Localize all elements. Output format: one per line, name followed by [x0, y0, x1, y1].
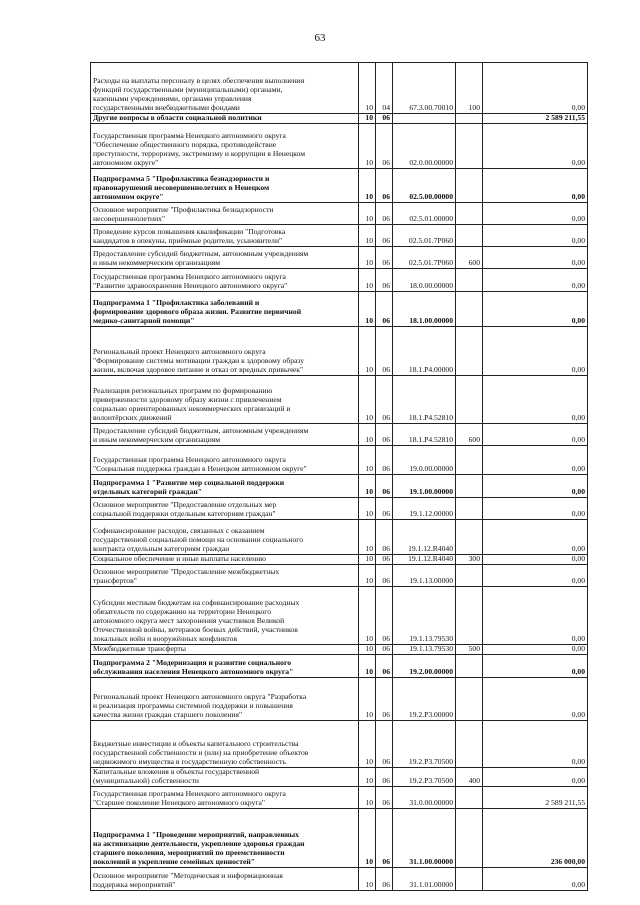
row-subsection: 04 [376, 63, 393, 114]
row-subsection: 06 [376, 169, 393, 203]
row-subsection: 06 [376, 376, 393, 424]
row-name: Межбюджетные трансферты [91, 645, 359, 655]
row-target-code: 19.2.Р3.00000 [393, 678, 456, 721]
row-name: Софинансирование расходов, связанных с оказанием государственной социальной помощи на основании социального контракта отдельным категориям граждан [91, 520, 359, 555]
table-row [91, 787, 588, 809]
row-target-code: 02.5.01.7Р060 [393, 247, 456, 269]
row-section: 10 [359, 768, 376, 787]
row-amount: 0,00 [483, 655, 588, 678]
row-expense-type [456, 376, 483, 424]
row-section: 10 [359, 225, 376, 247]
row-section: 10 [359, 63, 376, 114]
page-number: 63 [314, 32, 326, 44]
row-amount: 0,00 [483, 520, 588, 555]
row-subsection: 06 [376, 446, 393, 475]
row-section: 10 [359, 327, 376, 376]
row-section: 10 [359, 555, 376, 565]
table-row [91, 446, 588, 475]
row-section: 10 [359, 498, 376, 520]
row-amount: 0,00 [483, 225, 588, 247]
row-section: 10 [359, 269, 376, 292]
row-amount: 0,00 [483, 269, 588, 292]
row-section: 10 [359, 247, 376, 269]
row-expense-type: 300 [456, 555, 483, 565]
row-section: 10 [359, 787, 376, 809]
row-subsection: 06 [376, 520, 393, 555]
row-subsection: 06 [376, 721, 393, 768]
row-amount: 0,00 [483, 721, 588, 768]
table-row [91, 645, 588, 655]
row-target-code: 19.1.12.00000 [393, 498, 456, 520]
row-expense-type: 500 [456, 645, 483, 655]
table-row [91, 114, 588, 124]
row-expense-type [456, 292, 483, 327]
row-section: 10 [359, 169, 376, 203]
row-target-code: 31.1.01.00000 [393, 868, 456, 891]
row-target-code: 31.1.00.00000 [393, 809, 456, 868]
row-section: 10 [359, 292, 376, 327]
table-row [91, 498, 588, 520]
table-row [91, 424, 588, 446]
row-amount: 0,00 [483, 247, 588, 269]
row-subsection: 06 [376, 768, 393, 787]
row-amount: 0,00 [483, 678, 588, 721]
row-subsection: 06 [376, 555, 393, 565]
row-target-code: 02.5.00.00000 [393, 169, 456, 203]
row-expense-type [456, 678, 483, 721]
table-row [91, 809, 588, 868]
row-name: Подпрограмма 1 "Развитие мер социальной поддержки отдельных категорий граждан" [91, 475, 359, 498]
row-target-code: 19.2.Р3.70500 [393, 768, 456, 787]
row-target-code: 19.1.12.R4040 [393, 555, 456, 565]
row-section: 10 [359, 424, 376, 446]
row-name: Региональный проект Ненецкого автономного округа "Разработка и реализация программы системной поддержки и повышения качества жизни граждан старшего поколения" [91, 678, 359, 721]
row-section: 10 [359, 124, 376, 169]
row-amount: 0,00 [483, 63, 588, 114]
row-expense-type [456, 169, 483, 203]
row-target-code: 19.0.00.00000 [393, 446, 456, 475]
row-section: 10 [359, 645, 376, 655]
row-expense-type [456, 225, 483, 247]
row-section: 10 [359, 678, 376, 721]
row-amount: 0,00 [483, 446, 588, 475]
row-expense-type: 600 [456, 424, 483, 446]
row-name: Основное мероприятие "Предоставление межбюджетных трансфертов" [91, 565, 359, 587]
row-expense-type [456, 327, 483, 376]
row-name: Подпрограмма 5 "Профилактика безнадзорности и правонарушений несовершеннолетних в Ненецком автономном округе" [91, 169, 359, 203]
row-amount: 0,00 [483, 768, 588, 787]
row-amount: 0,00 [483, 376, 588, 424]
table-row [91, 565, 588, 587]
table-row [91, 327, 588, 376]
row-name: Субсидии местным бюджетам на софинансирование расходных обязательств по содержанию на территории Ненецкого автономного округа мест захоронения участников Великой Отечественной войны, ветеранов боевых действий, участников локальных войн и вооружённых конфликтов [91, 587, 359, 645]
row-subsection: 06 [376, 327, 393, 376]
row-amount: 0,00 [483, 587, 588, 645]
row-expense-type [456, 446, 483, 475]
row-name: Социальное обеспечение и иные выплаты населению [91, 555, 359, 565]
row-subsection: 06 [376, 124, 393, 169]
row-target-code: 19.1.12.R4040 [393, 520, 456, 555]
row-target-code [393, 114, 456, 124]
row-name: Расходы на выплаты персоналу в целях обеспечения выполнения функций государственными (муниципальными) органами, казенными учреждениями, органами управления государственными внебюджетными фондами [91, 63, 359, 114]
row-target-code: 19.1.13.79530 [393, 645, 456, 655]
row-name: Капитальные вложения в объекты государственной (муниципальной) собственности [91, 768, 359, 787]
row-target-code: 19.2.Р3.70500 [393, 721, 456, 768]
table-row [91, 203, 588, 225]
row-target-code: 02.0.00.00000 [393, 124, 456, 169]
row-name: Подпрограмма 2 "Модернизация и развитие социального обслуживания населения Ненецкого автономного округа" [91, 655, 359, 678]
row-name: Реализация региональных программ по формированию приверженности здоровому образу жизни с привлечением социально ориентированных некоммерческих организаций и волонтёрских движений [91, 376, 359, 424]
row-name: Предоставление субсидий бюджетным, автономным учреждениям и иным некоммерческим организациям [91, 247, 359, 269]
row-subsection: 06 [376, 269, 393, 292]
row-amount: 0,00 [483, 565, 588, 587]
row-section: 10 [359, 809, 376, 868]
row-section: 10 [359, 721, 376, 768]
row-section: 10 [359, 655, 376, 678]
row-amount: 0,00 [483, 555, 588, 565]
row-subsection: 06 [376, 203, 393, 225]
row-name: Другие вопросы в области социальной политики [91, 114, 359, 124]
row-section: 10 [359, 520, 376, 555]
row-amount: 0,00 [483, 645, 588, 655]
row-section: 10 [359, 446, 376, 475]
row-name: Основное мероприятие "Методическая и информационная поддержка мероприятий" [91, 868, 359, 891]
row-subsection: 06 [376, 868, 393, 891]
row-section: 10 [359, 587, 376, 645]
row-expense-type [456, 868, 483, 891]
row-subsection: 06 [376, 565, 393, 587]
row-amount: 2 589 211,55 [483, 787, 588, 809]
row-subsection: 06 [376, 655, 393, 678]
row-target-code: 19.2.00.00000 [393, 655, 456, 678]
table-row [91, 376, 588, 424]
row-subsection: 06 [376, 678, 393, 721]
table-row [91, 555, 588, 565]
row-amount: 0,00 [483, 424, 588, 446]
table-row [91, 475, 588, 498]
row-section: 10 [359, 868, 376, 891]
row-expense-type [456, 124, 483, 169]
row-subsection: 06 [376, 292, 393, 327]
row-section: 10 [359, 203, 376, 225]
row-target-code: 18.1.00.00000 [393, 292, 456, 327]
row-section: 10 [359, 565, 376, 587]
row-expense-type [456, 721, 483, 768]
row-expense-type [456, 269, 483, 292]
table-row [91, 225, 588, 247]
row-name: Основное мероприятие "Предоставление отдельных мер социальной поддержки отдельным категориям граждан" [91, 498, 359, 520]
row-expense-type [456, 587, 483, 645]
table-row [91, 520, 588, 555]
table-row [91, 63, 588, 114]
row-expense-type [456, 520, 483, 555]
row-subsection: 06 [376, 475, 393, 498]
row-expense-type [456, 565, 483, 587]
row-expense-type [456, 787, 483, 809]
row-expense-type: 100 [456, 63, 483, 114]
row-target-code: 18.1.Р4.52810 [393, 376, 456, 424]
row-target-code: 19.1.00.00000 [393, 475, 456, 498]
row-expense-type [456, 655, 483, 678]
row-expense-type: 400 [456, 768, 483, 787]
table-row [91, 721, 588, 768]
table-row [91, 768, 588, 787]
row-subsection: 06 [376, 787, 393, 809]
row-subsection: 06 [376, 225, 393, 247]
row-subsection: 06 [376, 645, 393, 655]
row-name: Государственная программа Ненецкого автономного округа "Социальная поддержка граждан в Ненецком автономном округе" [91, 446, 359, 475]
row-name: Государственная программа Ненецкого автономного округа "Развитие здравоохранения Ненецкого автономного округа" [91, 269, 359, 292]
budget-table-body [91, 63, 588, 891]
row-target-code: 18.0.00.00000 [393, 269, 456, 292]
row-name: Государственная программа Ненецкого автономного округа "Обеспечение общественного порядка, противодействие преступности, терроризму, экстремизму и коррупции в Ненецком автономном округе" [91, 124, 359, 169]
row-subsection: 06 [376, 809, 393, 868]
row-name: Региональный проект Ненецкого автономного округа "Формирование системы мотивации граждан к здоровому образу жизни, включая здоровое питание и отказ от вредных привычек" [91, 327, 359, 376]
row-amount: 0,00 [483, 203, 588, 225]
table-row [91, 247, 588, 269]
row-name: Основное мероприятие "Профилактика безнадзорности несовершеннолетних" [91, 203, 359, 225]
row-section: 10 [359, 114, 376, 124]
table-row [91, 124, 588, 169]
table-row [91, 655, 588, 678]
row-target-code: 18.1.Р4.00000 [393, 327, 456, 376]
row-section: 10 [359, 376, 376, 424]
table-row [91, 292, 588, 327]
row-amount: 0,00 [483, 475, 588, 498]
row-amount: 2 589 211,55 [483, 114, 588, 124]
row-subsection: 06 [376, 247, 393, 269]
row-name: Подпрограмма 1 "Проведение мероприятий, направленных на активизацию деятельности, укрепление здоровья граждан старшего поколения, мероприятий по преемственности поколений и укрепление семейных ценностей" [91, 809, 359, 868]
row-name: Бюджетные инвестиции в объекты капитального строительства государственной собственности и (или) на приобретение объектов недвижимого имущества в государственную собственность [91, 721, 359, 768]
budget-table [90, 62, 588, 891]
row-amount: 0,00 [483, 169, 588, 203]
table-row [91, 678, 588, 721]
row-name: Подпрограмма 1 "Профилактика заболеваний и формирование здорового образа жизни. Развитие первичной медико-санитарной помощи" [91, 292, 359, 327]
row-target-code: 19.1.13.79530 [393, 587, 456, 645]
row-amount: 236 000,00 [483, 809, 588, 868]
row-expense-type [456, 203, 483, 225]
row-name: Проведение курсов повышения квалификации "Подготовка кандидатов в опекуны, приёмные родители, усыновители" [91, 225, 359, 247]
row-subsection: 06 [376, 424, 393, 446]
row-expense-type: 600 [456, 247, 483, 269]
row-amount: 0,00 [483, 327, 588, 376]
row-section: 10 [359, 475, 376, 498]
row-target-code: 19.1.13.00000 [393, 565, 456, 587]
row-target-code: 02.5.01.00000 [393, 203, 456, 225]
row-name: Государственная программа Ненецкого автономного округа "Старшее поколение Ненецкого автономного округа" [91, 787, 359, 809]
row-expense-type [456, 114, 483, 124]
row-expense-type [456, 498, 483, 520]
row-amount: 0,00 [483, 498, 588, 520]
row-expense-type [456, 475, 483, 498]
row-amount: 0,00 [483, 868, 588, 891]
row-target-code: 18.1.Р4.52810 [393, 424, 456, 446]
row-subsection: 06 [376, 498, 393, 520]
row-subsection: 06 [376, 114, 393, 124]
row-target-code: 02.5.01.7Р060 [393, 225, 456, 247]
row-expense-type [456, 809, 483, 868]
row-amount: 0,00 [483, 124, 588, 169]
table-row [91, 269, 588, 292]
row-target-code: 67.3.00.70010 [393, 63, 456, 114]
row-amount: 0,00 [483, 292, 588, 327]
row-subsection: 06 [376, 587, 393, 645]
row-target-code: 31.0.00.00000 [393, 787, 456, 809]
table-row [91, 169, 588, 203]
table-row [91, 868, 588, 891]
table-row [91, 587, 588, 645]
row-name: Предоставление субсидий бюджетным, автономным учреждениям и иным некоммерческим организациям [91, 424, 359, 446]
